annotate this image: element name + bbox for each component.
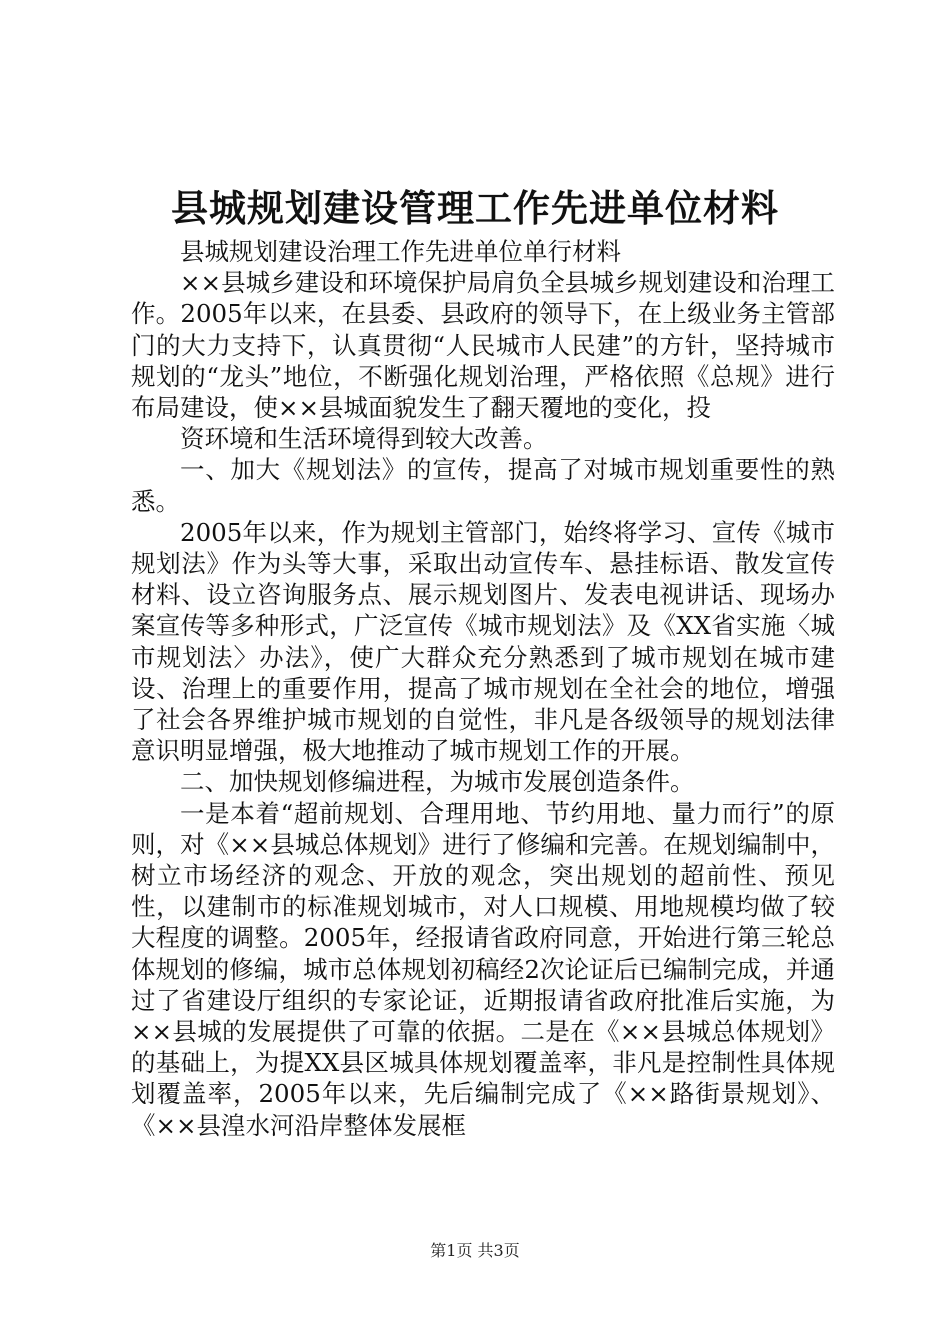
paragraph-intro: ××县城乡建设和环境保护局肩负全县城乡规划建设和治理工作。2005年以来，在县委、县政府的领导下，在上级业务主管部门的大力支持下，认真贯彻“人民城市人民建”的方针，坚持城市规划的“龙头”地位，不断强化规划治理，严格依照《总规》进行布局建设，使××县城面貌发生了翻天覆地的变化，投 xyxy=(131,268,835,423)
paragraph-section-1: 2005年以来，作为规划主管部门，始终将学习、宣传《城市规划法》作为头等大事，采取出动宣传车、悬挂标语、散发宣传材料、设立咨询服务点、展示规划图片、发表电视讲话、现场办案宣传等多种形式，广泛宣传《城市规划法》及《XX省实施〈城市规划法〉办法》，使广大群众充分熟悉到了城市规划在城市建设、治理上的重要作用，提高了城市规划在全社会的地位，增强了社会各界维护城市规划的自觉性，非凡是各级领导的规划法律意识明显增强，极大地推动了城市规划工作的开展。 xyxy=(131,517,835,766)
document-body xyxy=(131,236,835,1141)
paragraph-intro-continued: 资环境和生活环境得到较大改善。 xyxy=(180,424,548,454)
paragraph-section-2: 一是本着“超前规划、合理用地、节约用地、量力而行”的原则，对《××县城总体规划》进行了修编和完善。在规划编制中，树立市场经济的观念、开放的观念，突出规划的超前性、预见性，以建制市的标准规划城市，对人口规模、用地规模均做了较大程度的调整。2005年，经报请省政府同意，开始进行第三轮总体规划的修编，城市总体规划初稿经2次论证后已编制完成，并通过了省建设厅组织的专家论证，近期报请省政府批准后实施，为××县城的发展提供了可靠的依据。二是在《××县城总体规划》的基础上，为提XX县区城具体规划覆盖率，非凡是控制性具体规划覆盖率，2005年以来，先后编制完成了《××路街景规划》、《××县湟水河沿岸整体发展框 xyxy=(131,798,835,1140)
section-heading-1: 一、加大《规划法》的宣传，提高了对城市规划重要性的熟悉。 xyxy=(131,455,835,516)
paragraph-subtitle: 县城规划建设治理工作先进单位单行材料 xyxy=(180,237,621,266)
section-heading-2: 二、加快规划修编进程，为城市发展创造条件。 xyxy=(180,767,695,797)
document-title: 县城规划建设管理工作先进单位材料 xyxy=(171,186,779,230)
page-footer: 第1页 共3页 xyxy=(430,1241,520,1260)
